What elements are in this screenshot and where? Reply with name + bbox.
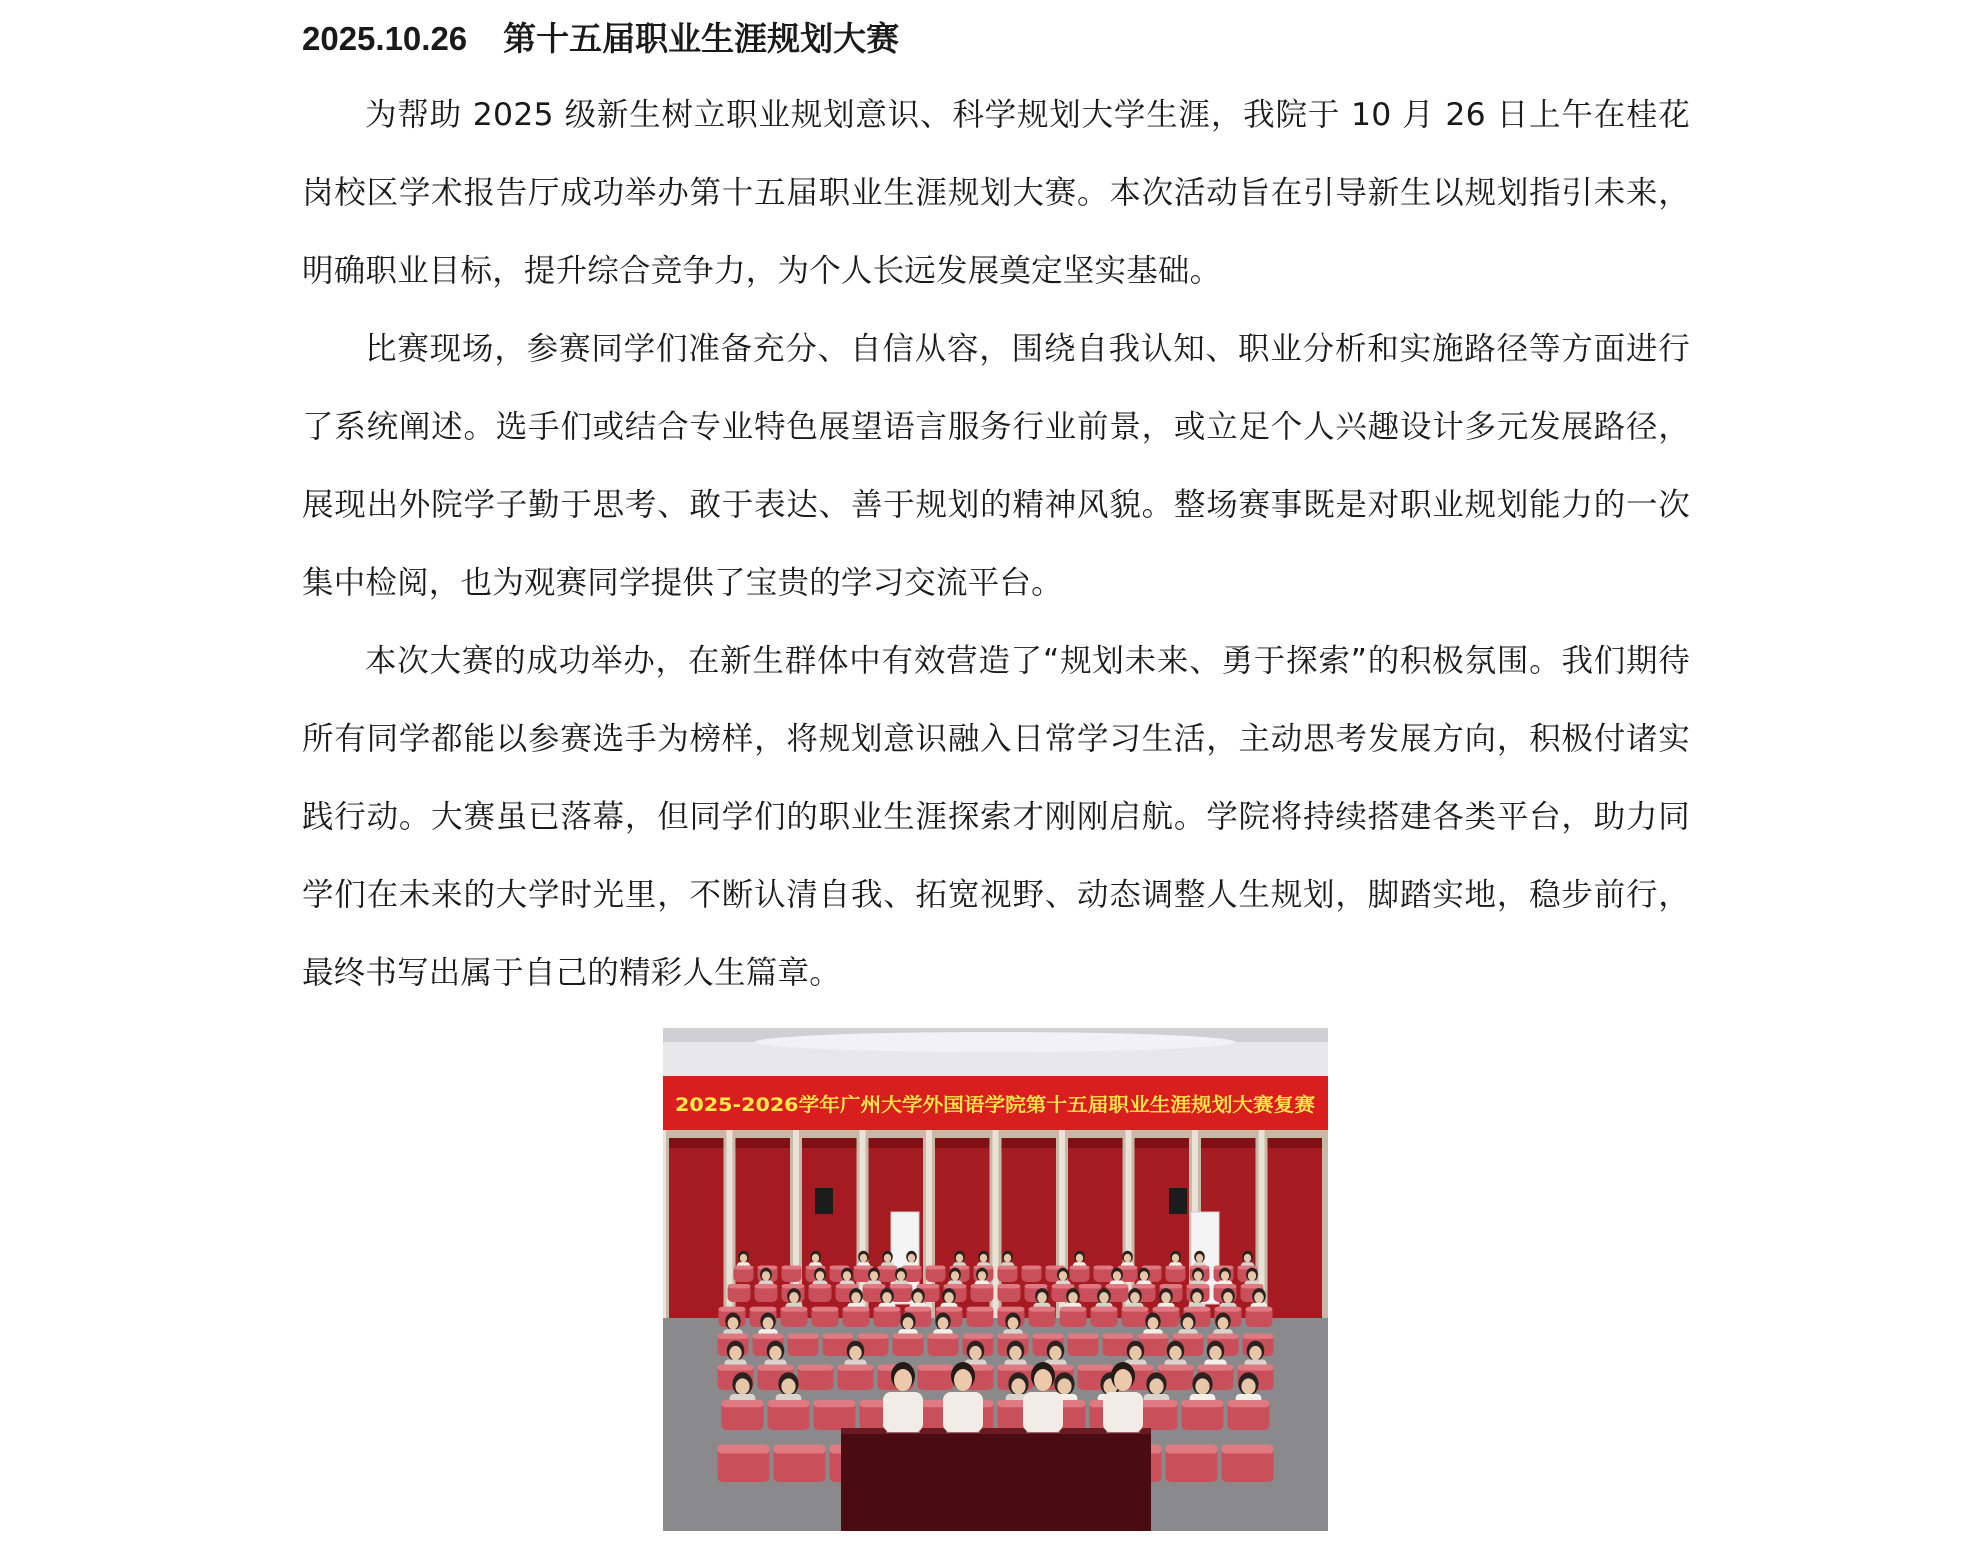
section-heading	[302, 14, 1690, 64]
paragraph-scene: 比赛现场，参赛同学们准备充分、自信从容，围绕自我认知、职业分析和实施路径等方面进行了系统阐述。选手们或结合专业特色展望语言服务行业前景，或立足个人兴趣设计多元发展路径，展现出外院学子勤于思考、敢于表达、善于规划的精神风貌。整场赛事既是对职业规划能力的一次集中检阅，也为观赛同学提供了宝贵的学习交流平台。	[302, 331, 1690, 601]
event-photo	[663, 1028, 1328, 1531]
paragraph-intro: 为帮助 2025 级新生树立职业规划意识、科学规划大学生涯，我院于 10 月 26 日上午在桂花岗校区学术报告厅成功举办第十五届职业生涯规划大赛。本次活动旨在引导新生以规划指引未来，明确职业目标，提升综合竞争力，为个人长远发展奠定坚实基础。	[302, 97, 1690, 289]
document-body	[302, 14, 1690, 1012]
paragraph-closing: 本次大赛的成功举办，在新生群体中有效营造了“规划未来、勇于探索”的积极氛围。我们期待所有同学都能以参赛选手为榜样，将规划意识融入日常学习生活，主动思考发展方向，积极付诸实践行动。大赛虽已落幕，但同学们的职业生涯探索才刚刚启航。学院将持续搭建各类平台，助力同学们在未来的大学时光里，不断认清自我、拓宽视野、动态调整人生规划，脚踏实地，稳步前行，最终书写出属于自己的精彩人生篇章。	[302, 643, 1690, 991]
heading-title: 第十五届职业生涯规划大赛	[503, 20, 900, 57]
heading-date: 2025.10.26	[302, 20, 468, 57]
front-table	[841, 1430, 1151, 1531]
event-photo-illustration	[663, 1028, 1328, 1531]
banner-text: 2025-2026学年广州大学外国语学院第十五届职业生涯规划大赛复赛	[675, 1094, 1264, 1116]
